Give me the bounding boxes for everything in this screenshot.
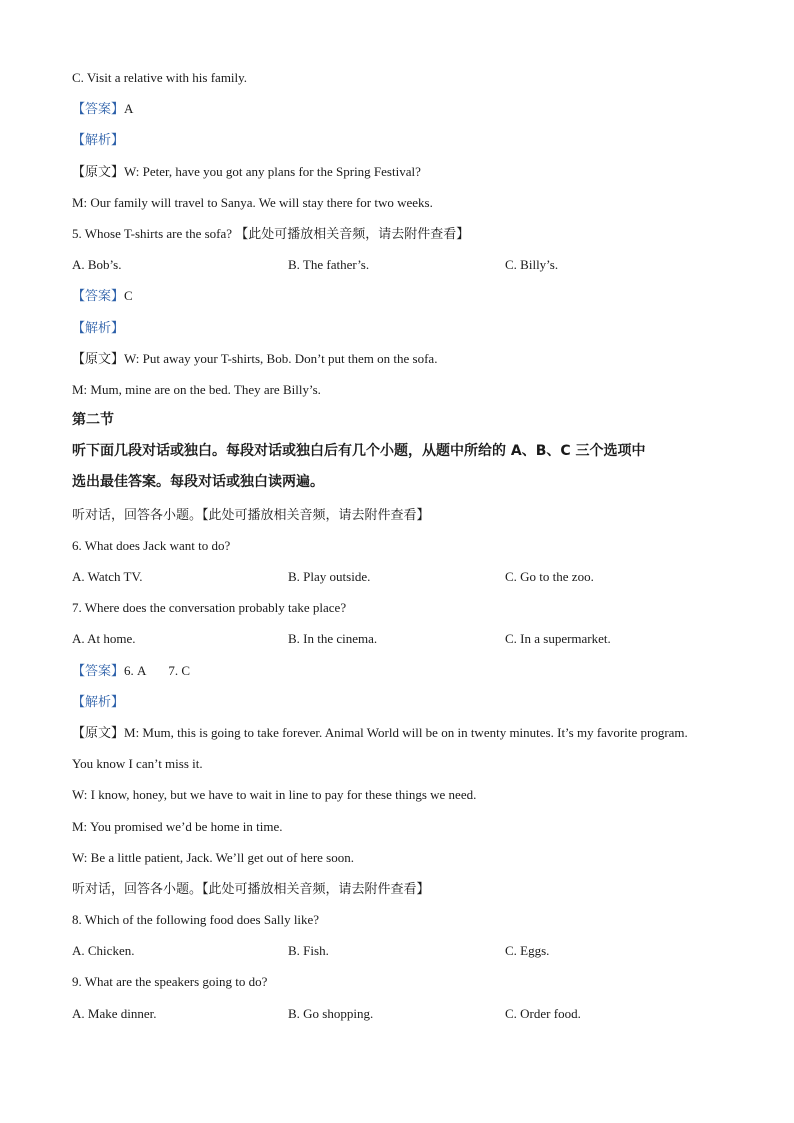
dialogue-line: M: Mum, mine are on the bed. They are Billy’s. xyxy=(72,381,321,397)
answer-value: C xyxy=(124,288,133,304)
question-7-options xyxy=(72,623,732,654)
question-7: 7. Where does the conversation probably take place? xyxy=(72,600,347,616)
instructions-line-1: 听下面几段对话或独白。每段对话或独白后有几个小题，从题中所给的 A、B、C 三个选项中 xyxy=(72,443,646,460)
option-a: A. Chicken. xyxy=(72,943,135,959)
analysis-tag: 【解析】 xyxy=(72,319,125,335)
answer-value: 7. C xyxy=(168,662,191,678)
listen-prompt: 听对话，回答各小题。【此处可播放相关音频，请去附件查看】 xyxy=(72,506,430,522)
question-6: 6. What does Jack want to do? xyxy=(72,537,231,553)
section-heading: 第二节 xyxy=(72,412,114,429)
original-text: W: Put away your T-shirts, Bob. Don’t put them on the sofa. xyxy=(124,350,438,366)
dialogue-line: You know I can’t miss it. xyxy=(72,756,203,772)
option-a: A. Make dinner. xyxy=(72,1005,157,1021)
answer-line xyxy=(72,280,732,311)
listen-prompt: 听对话，回答各小题。【此处可播放相关音频，请去附件查看】 xyxy=(72,880,430,896)
option-c: C. In a supermarket. xyxy=(505,631,611,647)
instructions-line-2: 选出最佳答案。每段对话或独白读两遍。 xyxy=(72,474,324,491)
question-9-options xyxy=(72,998,732,1029)
option-c: C. Go to the zoo. xyxy=(505,569,594,584)
original-text-line xyxy=(72,156,732,187)
option-a: A. At home. xyxy=(72,631,136,647)
answer-tag: 【答案】 xyxy=(72,662,125,678)
question-6-options xyxy=(72,561,732,592)
question-5-options xyxy=(72,249,732,280)
question-8: 8. Which of the following food does Sally like? xyxy=(72,912,320,928)
original-tag: 【原文】 xyxy=(72,163,125,179)
dialogue-line: M: Our family will travel to Sanya. We will stay there for two weeks. xyxy=(72,194,433,210)
analysis-tag: 【解析】 xyxy=(72,693,125,709)
answer-line xyxy=(72,93,732,124)
option-a: A. Watch TV. xyxy=(72,569,143,584)
answer-line xyxy=(72,655,732,686)
option-c: C. Eggs. xyxy=(505,943,550,959)
option-b: B. The father’s. xyxy=(288,257,370,273)
answer-value: 6. A xyxy=(124,662,147,678)
answer-value: A xyxy=(124,101,134,117)
original-tag: 【原文】 xyxy=(72,350,125,366)
answer-tag: 【答案】 xyxy=(72,288,125,304)
option-a: A. Bob’s. xyxy=(72,257,122,273)
option-line: C. Visit a relative with his family. xyxy=(72,70,248,85)
option-b: B. Go shopping. xyxy=(288,1005,374,1021)
question-8-options xyxy=(72,935,732,966)
dialogue-line: W: Be a little patient, Jack. We’ll get out of here soon. xyxy=(72,849,354,865)
original-text-line xyxy=(72,343,732,374)
analysis-tag: 【解析】 xyxy=(72,132,125,148)
question-9: 9. What are the speakers going to do? xyxy=(72,974,268,990)
original-text: W: Peter, have you got any plans for the Spring Festival? xyxy=(124,163,421,179)
option-c: C. Billy’s. xyxy=(505,257,559,273)
original-tag: 【原文】 xyxy=(72,724,125,740)
question-5: 5. Whose T-shirts are the sofa? 【此处可播放相关音频，请去附件查看】 xyxy=(72,225,470,241)
option-c: C. Order food. xyxy=(505,1005,581,1021)
option-b: B. Play outside. xyxy=(288,569,371,584)
original-text-line xyxy=(72,717,732,748)
dialogue-line: M: You promised we’d be home in time. xyxy=(72,818,283,834)
dialogue-line: W: I know, honey, but we have to wait in line to pay for these things we need. xyxy=(72,787,477,803)
answer-tag: 【答案】 xyxy=(72,101,125,117)
option-b: B. In the cinema. xyxy=(288,631,378,647)
original-text: M: Mum, this is going to take forever. Animal World will be on in twenty minutes. It’s my favorite program. xyxy=(124,724,688,740)
option-b: B. Fish. xyxy=(288,943,329,959)
document-page xyxy=(72,62,732,1029)
